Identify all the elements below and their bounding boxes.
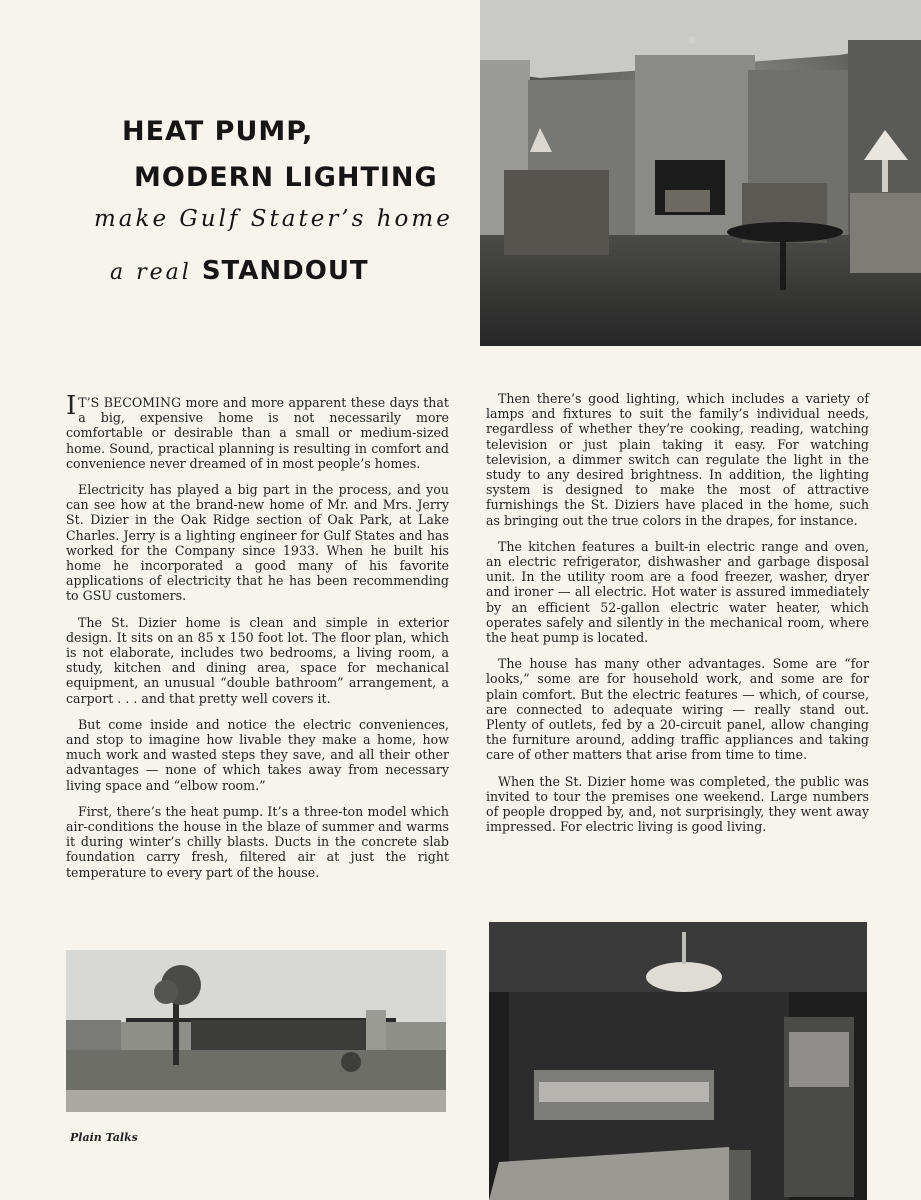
article-paragraph: Then there’s good lighting, which includes a variety of lamps and fixtures to suit the family’s individual needs, regardless of whether they’re cooking, reading, watching television or just plain taking it easy. For watching television, a dimmer switch can regulate the light in the study to any desired brightness. In addition, the lighting system is designed to make the most of attractive furnishings the St. Diziers have placed in the home, such as bringing out the true colors in the drapes, for instance. [486, 391, 869, 528]
article-paragraph: First, there’s the heat pump. It’s a three-ton model which air-conditions the house in the blaze of summer and warms it during winter’s chilly blasts. Ducts in the concrete slab foundation carry fresh, filtered air at just the right temperature to every part of the house. [66, 803, 449, 880]
headline-line-3: make Gulf Stater’s home [94, 206, 453, 232]
house-exterior-photo [66, 950, 446, 1112]
article-paragraph: I T’S BECOMING more and more apparent these days that a big, expensive home is not necessarily more comfortable or desirable than a small or medium-sized home. Sound, practical planning is resulting in comfort and convenience never dreamed of in most people’s homes. [66, 391, 449, 471]
headline-line-4-prefix: a real [110, 260, 192, 285]
headline-standout: STANDOUT [201, 256, 369, 286]
article-paragraph: But come inside and notice the electric conveniences, and stop to imagine how livable they make a home, how much work and wasted steps they save, and all their other advantages — none of which takes away from necessary living space and “elbow room.” [66, 716, 449, 793]
article-paragraph: The St. Dizier home is clean and simple in exterior design. It sits on an 85 x 150 foot lot. The floor plan, which is not elaborate, includes two bedrooms, a living room, a study, kitchen and dining area, space for mechanical equipment, an unusual “double bathroom” arrangement, a carport . . . and that pretty well covers it. [66, 614, 449, 706]
article-column-left [66, 391, 449, 891]
headline-line-4 [110, 256, 369, 286]
article-column-right [486, 391, 869, 845]
drop-cap: I [66, 391, 77, 421]
article-paragraph: When the St. Dizier home was completed, the public was invited to tour the premises one weekend. Large numbers of people dropped by, and, not surprisingly, they went away impressed. For electric living is good living. [486, 773, 869, 835]
article-paragraph: Electricity has played a big part in the process, and you can see how at the brand-new home of Mr. and Mrs. Jerry St. Dizier in the Oak Ridge section of Oak Park, at Lake Charles. Jerry is a lighting engineer for Gulf States and has worked for the Company since 1933. When he built his home he incorporated a good many of his favorite applications of electricity that he has been recommending to GSU customers. [66, 482, 449, 604]
publication-footer: Plain Talks [70, 1131, 138, 1144]
living-room-photo [480, 0, 921, 346]
headline-line-2: MODERN LIGHTING [134, 162, 438, 193]
article-paragraph: The kitchen features a built-in electric range and oven, an electric refrigerator, dishwasher and garbage disposal unit. In the utility room are a food freezer, washer, dryer and ironer — all electric. Hot water is assured immediately by an efficient 52-gallon electric water heater, which operates safely and silently in the mechanical room, where the heat pump is located. [486, 538, 869, 646]
article-paragraph: The house has many other advantages. Some are “for looks,” some are for household work, and some are for plain comfort. But the electric features — which, of course, are connected to adequate wiring — really stand out. Plenty of outlets, fed by a 20-circuit panel, allow changing the furniture around, adding traffic appliances and taking care of other matters that arise from time to time. [486, 656, 869, 763]
headline-line-1: HEAT PUMP, [122, 116, 314, 147]
kitchen-photo [489, 922, 867, 1200]
